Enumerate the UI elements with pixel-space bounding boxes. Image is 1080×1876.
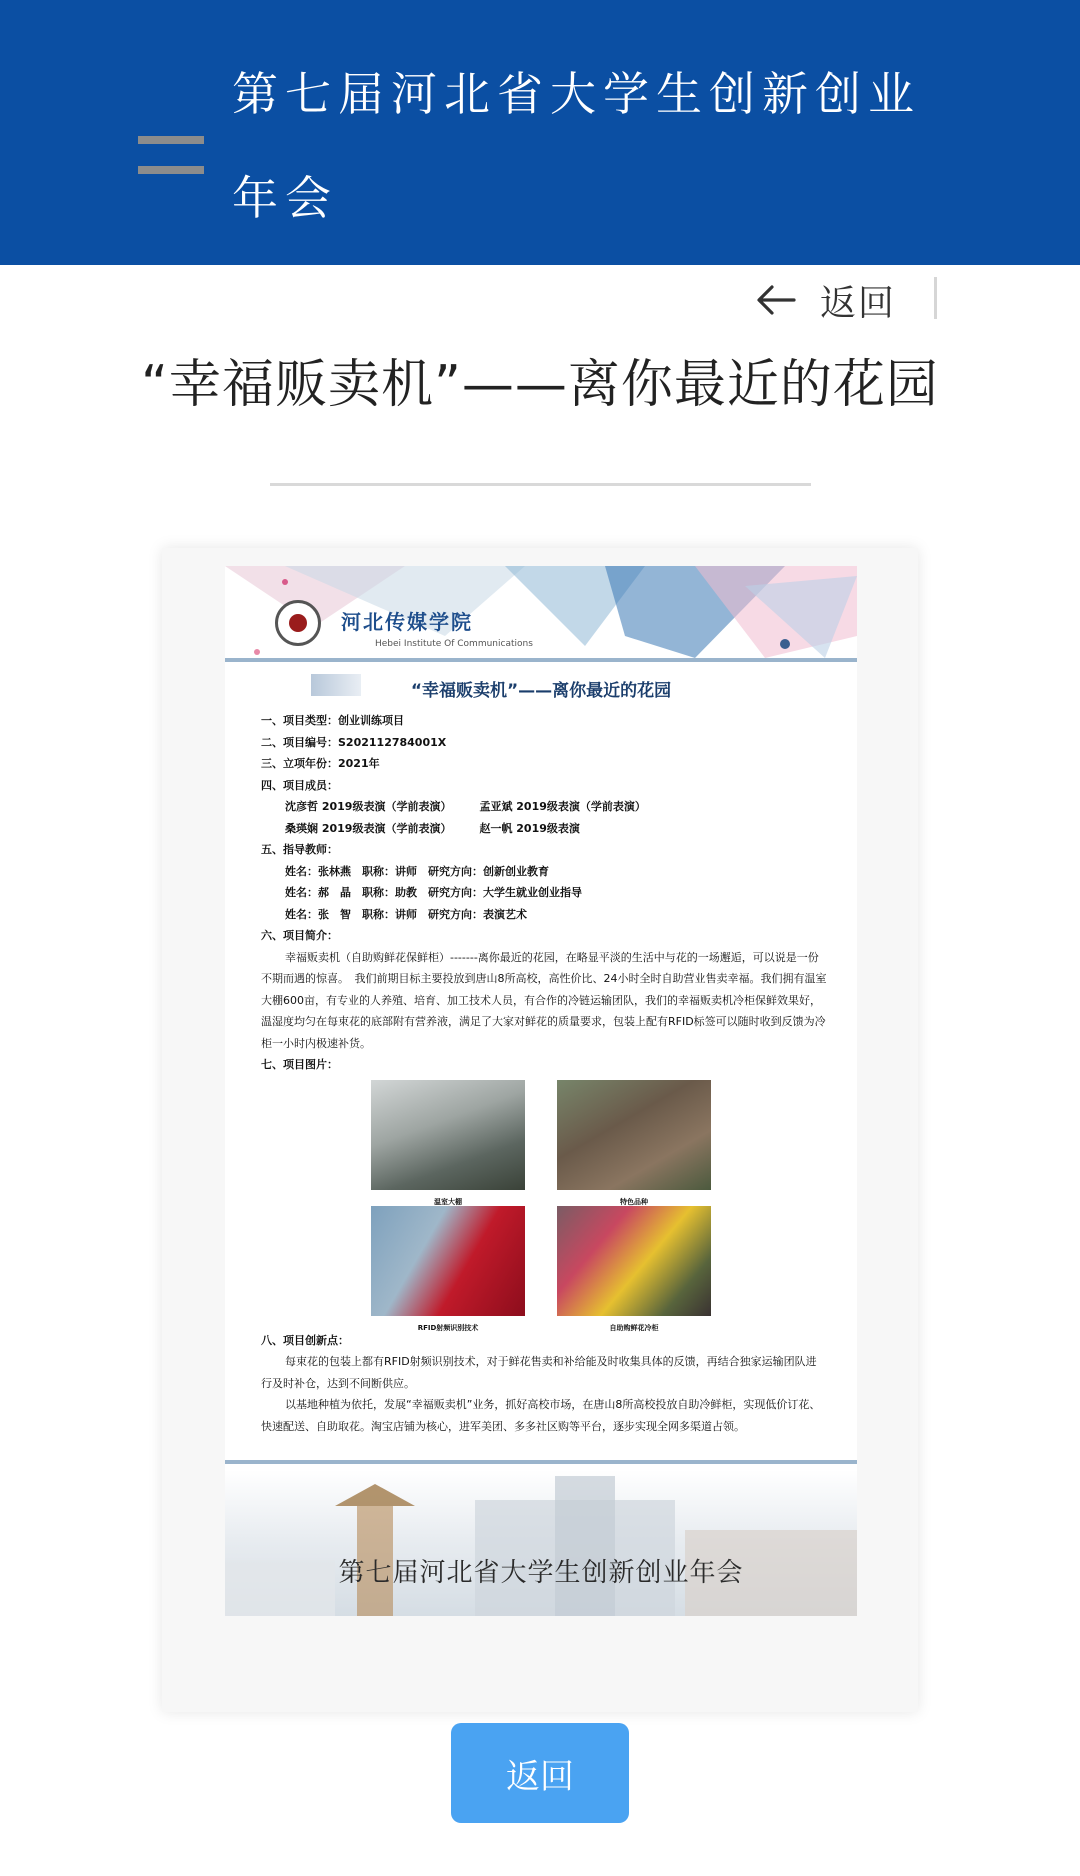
back-link[interactable] (756, 270, 896, 330)
photos-heading: 七、项目图片： (261, 1058, 338, 1071)
photo-caption: 特色品种 (620, 1197, 648, 1206)
poster-body (261, 710, 827, 1437)
page-title: “幸福贩卖机”——离你最近的花园 (141, 355, 939, 415)
member-name: 桑瑛娴 2019级表演（学前表演） (285, 821, 452, 835)
divider (270, 483, 811, 486)
photo-caption: RFID射频识别技术 (417, 1323, 479, 1332)
teacher-row: 姓名：张 智 职称：讲师 研究方向：表演艺术 (285, 907, 527, 921)
school-name: 河北传媒学院 (341, 610, 473, 634)
school-logo (275, 600, 321, 646)
poster-card (162, 548, 918, 1712)
school-name-english: Hebei Institute Of Communications (375, 639, 533, 649)
intro-text: 幸福贩卖机（自助购鲜花保鲜柜）-------离你最近的花园，在略显平淡的生活中与花的一场邂逅，可以说是一份不期而遇的惊喜。 我们前期目标主要投放到唐山8所高校，高性价比、24小时全时自助营业售卖幸福。我们拥有温室大棚600亩，有专业的人养殖、培育、加工技术人员，有合作的冷链运输团队，我们的幸福贩卖机冷柜保鲜效果好，温湿度均匀在每束花的底部附有营养液，满足了大家对鲜花的质量要求，包装上配有RFID标签可以随时收到反馈为冷柜一小时内极速补货。 (261, 950, 827, 1050)
banner-decoration (225, 566, 857, 658)
poster-banner (225, 566, 857, 658)
project-type: 一、项目类型：创业训练项目 (261, 714, 404, 727)
special-variety-photo (557, 1080, 711, 1206)
poster-title: “幸福贩卖机”——离你最近的花园 (410, 681, 672, 701)
teachers-heading: 五、指导教师： (261, 843, 338, 856)
campus-illustration (225, 1470, 857, 1616)
back-link-label: 返回 (820, 282, 897, 324)
teacher-row: 姓名：张林燕 职称：讲师 研究方向：创新创业教育 (285, 864, 549, 878)
photo-grid (261, 1080, 827, 1330)
innovation-text: 每束花的包装上都有RFID射频识别技术，对于鲜花售卖和补给能及时收集具体的反馈，再结合独家运输团队进行及时补仓，达到不间断供应。 (261, 1355, 817, 1390)
members-row (261, 818, 827, 840)
menu-icon[interactable] (138, 136, 204, 180)
project-poster (225, 566, 857, 1616)
arrow-left-icon (756, 284, 796, 316)
innovation-heading: 八、项目创新点： (261, 1333, 349, 1347)
poster-footer (225, 1470, 857, 1616)
members-heading: 四、项目成员： (261, 778, 338, 792)
photo-caption: 自助购鲜花冷柜 (609, 1323, 659, 1332)
project-year: 三、立项年份：2021年 (261, 757, 380, 770)
intro-heading: 六、项目简介： (261, 929, 338, 942)
teacher-row: 姓名：郝 晶 职称：助教 研究方向：大学生就业创业指导 (285, 886, 582, 899)
top-header (0, 0, 1080, 265)
divider (934, 277, 937, 319)
site-title: 第七届河北省大学生创新创业年会 (232, 67, 921, 225)
innovation-text: 以基地种植为依托，发展“幸福贩卖机”业务，抓好高校市场，在唐山8所高校投放自助冷鲜柜，实现低价订花、快速配送、自助取花。淘宝店铺为核心，进军美团、多多社区购等平台，逐步实现全网多渠道占领。 (261, 1398, 821, 1433)
rfid-photo (371, 1206, 525, 1332)
members-row (261, 796, 827, 818)
project-number: 二、项目编号：S202112784001X (261, 735, 447, 749)
return-button[interactable]: 返回 (451, 1723, 629, 1823)
footer-title: 第七届河北省大学生创新创业年会 (338, 1558, 744, 1588)
member-name: 赵一帆 2019级表演 (479, 821, 580, 835)
divider (225, 658, 857, 662)
photo-caption: 温室大棚 (434, 1197, 462, 1206)
member-name: 孟亚斌 2019级表演（学前表演） (479, 800, 646, 813)
member-name: 沈彦哲 2019级表演（学前表演） (285, 800, 452, 813)
greenhouse-photo (371, 1080, 525, 1206)
flower-fridge-photo (557, 1206, 711, 1332)
divider (225, 1460, 857, 1464)
